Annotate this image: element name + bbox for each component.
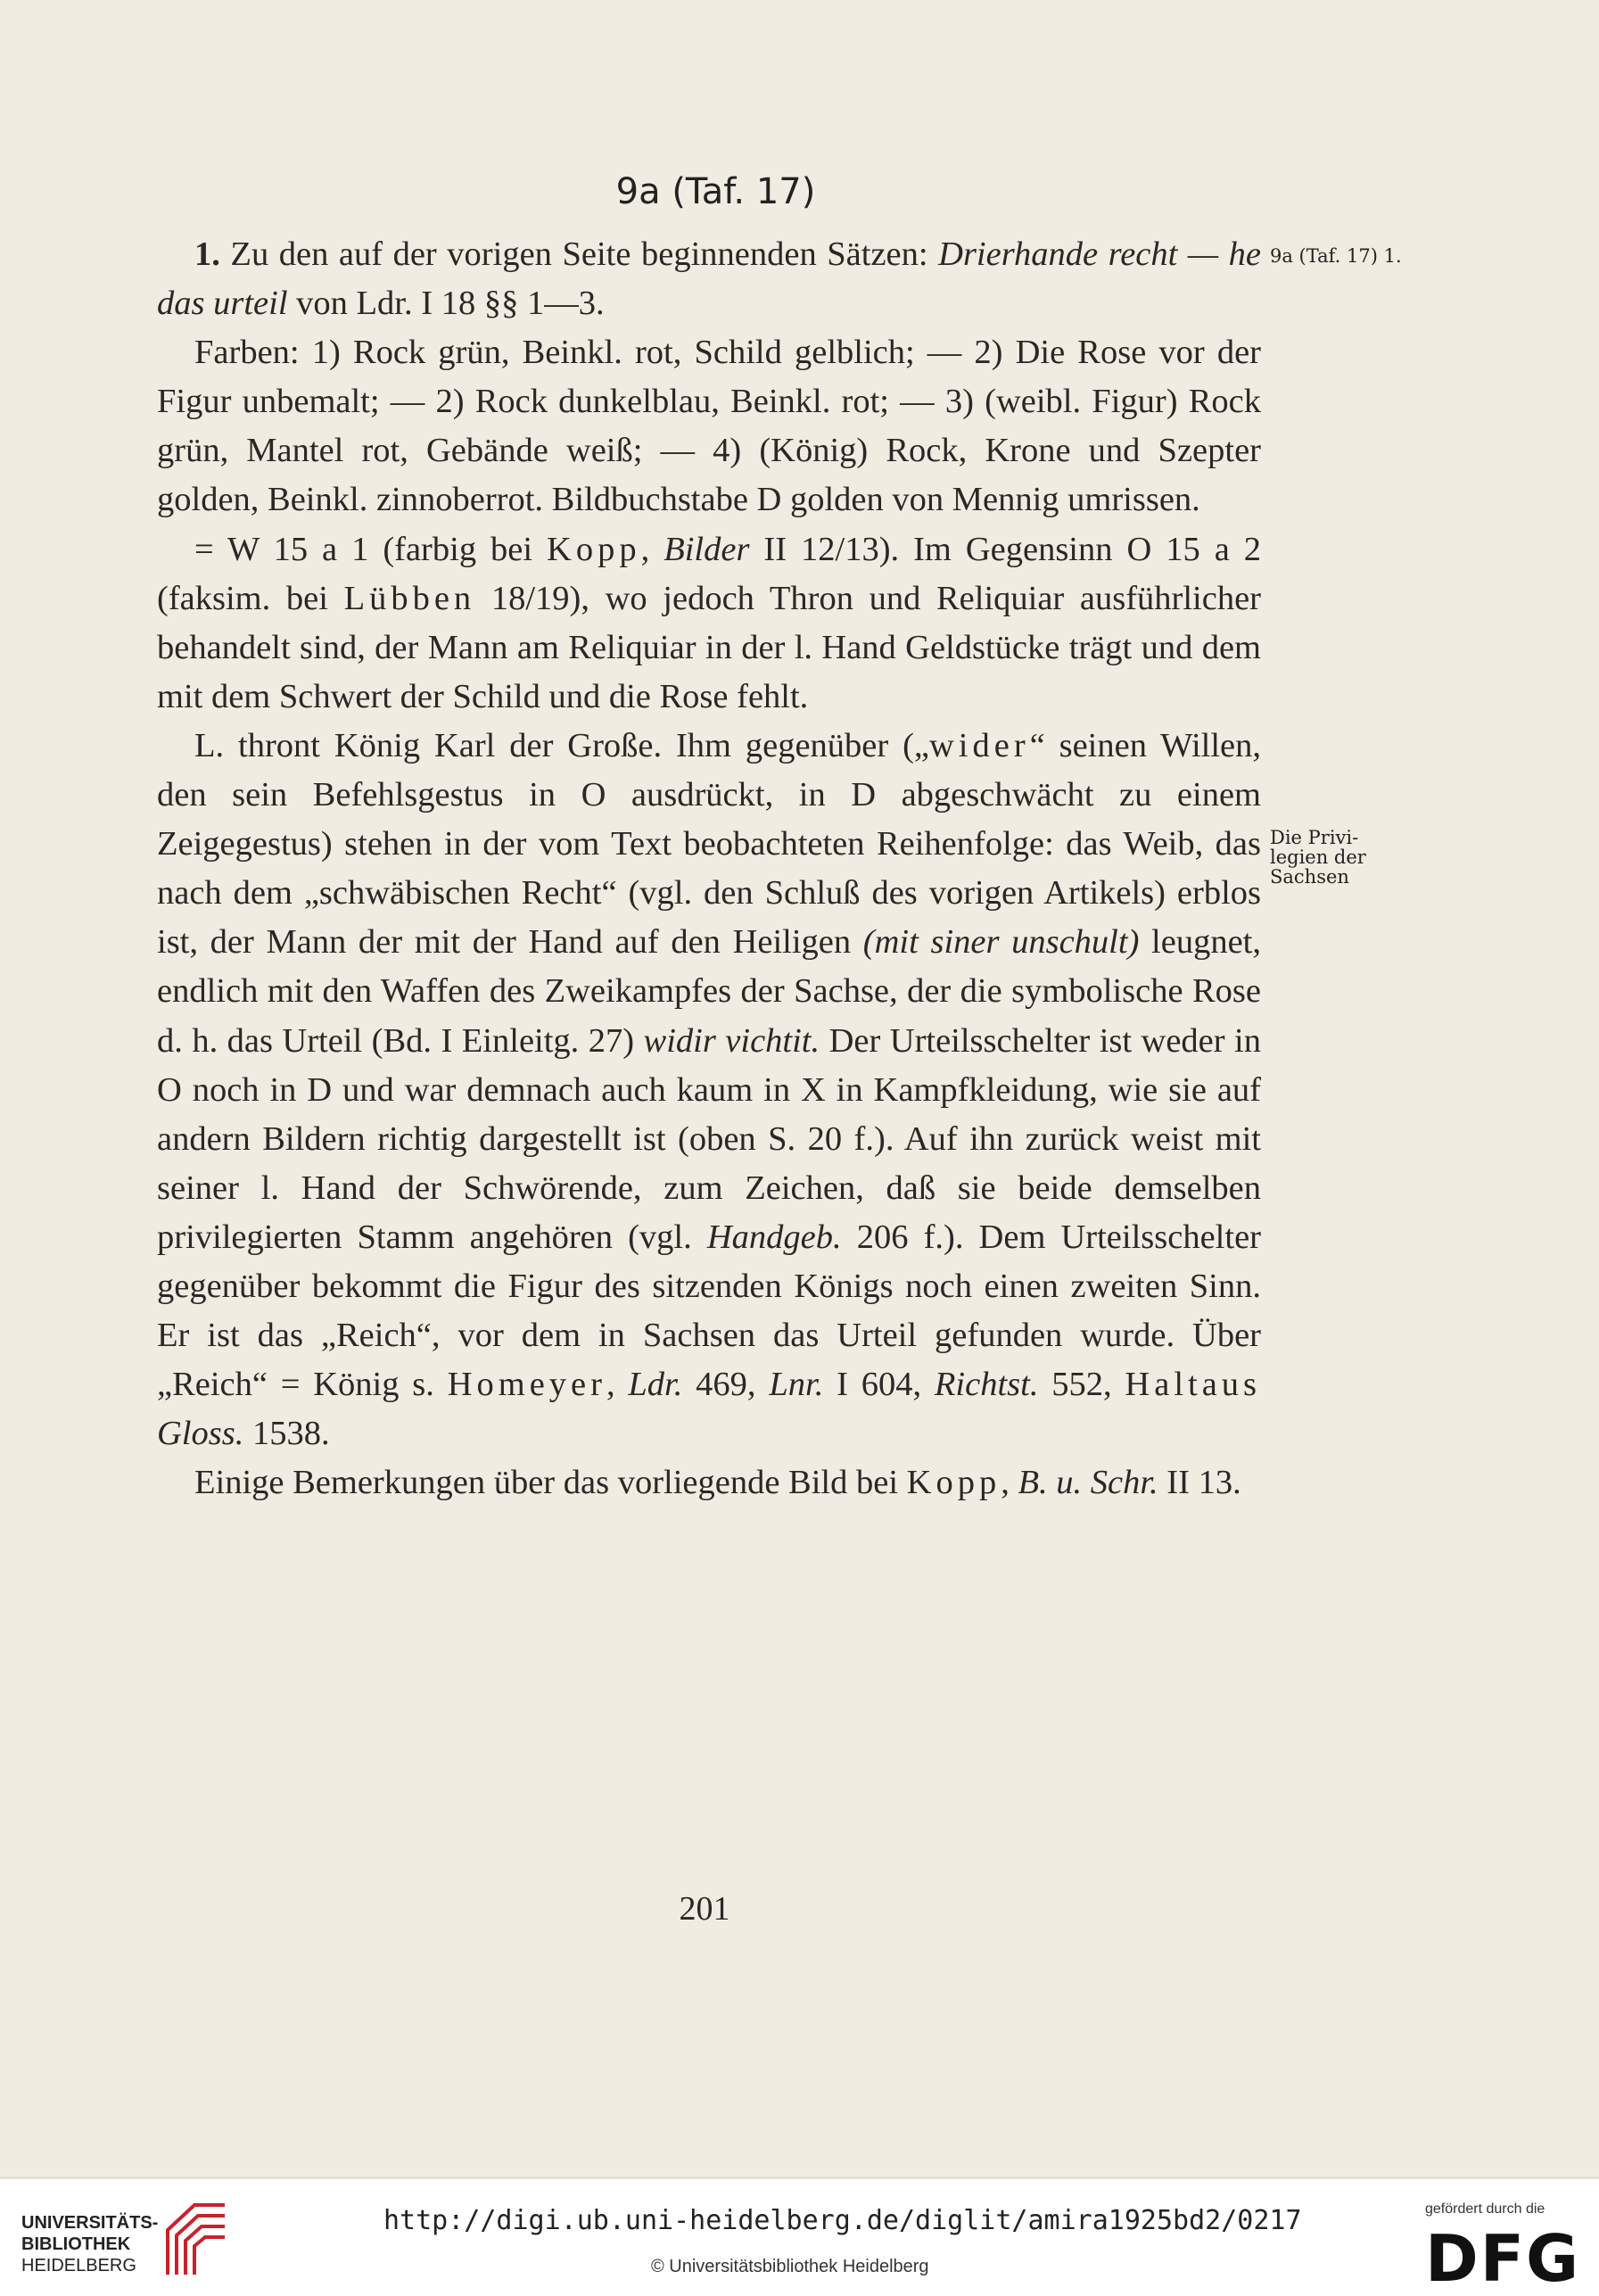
- item-number: 1.: [194, 235, 220, 273]
- body-text: [157, 230, 1261, 1507]
- permalink-url[interactable]: http://digi.ub.uni-heidelberg.de/diglit/amira1925bd2/0217: [383, 2205, 1302, 2236]
- text-run: 18/19), wo jedoch Thron und Reliquiar ausführlicher behandelt sind, der Mann am Reliquiar in der l. Hand Geldstücke trägt und dem mit dem Schwert der Schild und die Rose fehlt.: [157, 579, 1261, 715]
- text-run: 469,: [682, 1366, 770, 1404]
- text-run: II 12/13). Im Gegensinn O 15 a 2 (faksim. bei: [157, 530, 1262, 617]
- paragraph-1: [157, 230, 1261, 328]
- paragraph-3: [157, 525, 1261, 722]
- margin-note-privileges: [1270, 828, 1366, 887]
- italic-title: Richtst.: [934, 1366, 1039, 1404]
- text-run: II 13.: [1158, 1464, 1241, 1502]
- logo-line: HEIDELBERG: [21, 2256, 136, 2275]
- italic-title: B. u. Schr.: [1018, 1464, 1158, 1502]
- margin-note-line: legien der: [1270, 847, 1366, 868]
- text-run: ,: [1001, 1464, 1018, 1502]
- footer-bar: [0, 2176, 1599, 2296]
- author-name: Homeyer: [447, 1366, 606, 1404]
- italic-title: Lnr.: [769, 1366, 824, 1404]
- text-run: ,: [640, 530, 664, 568]
- logo-line: BIBLIOTHEK: [21, 2234, 131, 2254]
- text-run: 1538.: [243, 1415, 330, 1453]
- italic-title: Ldr.: [628, 1366, 683, 1404]
- author-name: Haltaus: [1125, 1366, 1262, 1404]
- funding-caption: gefördert durch die: [1425, 2201, 1545, 2217]
- text-run: L. thront König Karl der Große. Ihm gegenüber („: [194, 726, 929, 764]
- footer-divider: [0, 2176, 1599, 2179]
- paragraph-2: Farben: 1) Rock grün, Beinkl. rot, Schild gelblich; — 2) Die Rose vor der Figur unbemalt; — 2) Rock dunkelblau, Beinkl. rot; — 3) (weibl. Figur) Rock grün, Mantel rot, Gebände weiß; — 4) (König) Rock, Krone und Szepter golden, Beinkl. zinnoberrot. Bildbuchstabe D golden von Mennig umrissen.: [157, 334, 1261, 519]
- logo-line: UNIVERSITÄTS-: [21, 2213, 159, 2233]
- author-name: Kopp: [547, 530, 641, 568]
- italic-quote: (mit siner unschult): [862, 923, 1140, 962]
- margin-note-line: Die Privi-: [1270, 827, 1359, 848]
- text-run: 206 f.). Dem Urteilsschelter gegenüber bekommt die Figur des sitzenden Königs noch einen zweiten Sinn. Er ist das „Reich“, vor dem in Sachsen das Urteil gefunden wurde. Über „Reich“ = König s.: [157, 1218, 1261, 1404]
- page-number: 201: [679, 1890, 730, 1928]
- text-run: I 604,: [823, 1366, 935, 1404]
- section-heading: 9a (Taf. 17): [615, 171, 816, 212]
- copyright-notice: © Universitätsbibliothek Heidelberg: [651, 2257, 929, 2276]
- margin-note-line: Sachsen: [1270, 866, 1349, 888]
- paragraph-5: [157, 1458, 1261, 1507]
- author-name: Lübben: [343, 579, 476, 617]
- text-run: leugnet, endlich mit den Waffen des Zweikampfes der Sachse, der die symbolische Rose d. h. das Urteil (Bd. I Einleitg. 27): [157, 923, 1261, 1060]
- paragraph-4: [157, 722, 1261, 1458]
- text-run: Einige Bemerkungen über das vorliegende Bild bei: [194, 1464, 907, 1502]
- margin-note-section: 9a (Taf. 17) 1.: [1270, 245, 1402, 267]
- author-name: Kopp: [906, 1464, 1001, 1502]
- dfg-logo[interactable]: DFG: [1425, 2221, 1581, 2296]
- text-run: = W 15 a 1 (farbig bei: [194, 530, 548, 568]
- italic-title: Bilder: [664, 530, 750, 568]
- spaced-word: wider: [928, 726, 1030, 764]
- text-run: Der Urteilsschelter ist weder in O noch in D und war demnach auch kaum in X in Kampfkleidung, wie sie auf andern Bildern richtig dargestellt ist (oben S. 20 f.). Auf ihn zurück weist mit seiner l. Hand der Schwörende, zum Zeichen, daß sie beide demselben privilegierten Stamm angehören (vgl.: [157, 1021, 1261, 1256]
- italic-quote: Drierhande recht — he das urteil: [157, 235, 1261, 323]
- library-logo-icon: [159, 2194, 234, 2282]
- italic-quote: widir vichtit.: [643, 1021, 820, 1060]
- text-run: “ seinen Willen, den sein Befehlsgestus in O ausdrückt, in D abgeschwächt zu einem Zeigegestus) stehen in der vom Text beobachteten Reihenfolge: das Weib, das nach dem „schwäbischen Recht“ (vgl. den Schluß des vorigen Artikels) erblos ist, der Mann der mit der Hand auf den Heiligen: [157, 726, 1261, 962]
- text-run: ,: [606, 1366, 629, 1404]
- italic-title: Gloss.: [157, 1415, 244, 1453]
- text-run: 552,: [1038, 1366, 1125, 1404]
- library-logo-text[interactable]: [21, 2212, 159, 2276]
- text-run: Zu den auf der vorigen Seite beginnenden Sätzen:: [219, 235, 939, 273]
- italic-title: Handgeb.: [706, 1218, 842, 1256]
- text-run: von Ldr. I 18 §§ 1—3.: [287, 285, 605, 323]
